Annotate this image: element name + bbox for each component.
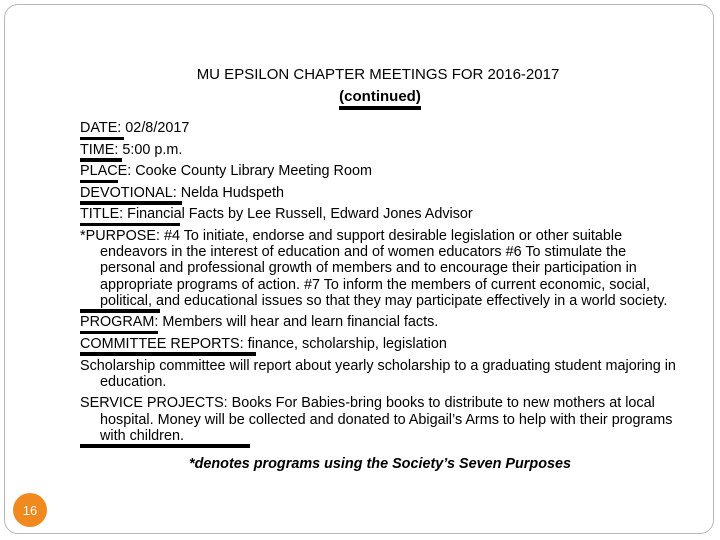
purpose-paragraph xyxy=(80,228,680,309)
service-projects-paragraph xyxy=(80,395,680,444)
subtitle-text: (continued) xyxy=(339,88,421,110)
title-text: TITLE: Financial Facts by Lee Russell, Edward Jones Advisor xyxy=(80,206,473,223)
title-line xyxy=(80,206,680,222)
devotional-text: DEVOTIONAL: Nelda Hudspeth xyxy=(80,184,284,201)
date-text: DATE: 02/8/2017 xyxy=(80,120,190,136)
scholarship-paragraph xyxy=(80,358,680,390)
footnote: *denotes programs using the Society’s Seven Purposes xyxy=(188,456,571,472)
time-line xyxy=(80,142,680,158)
page-subtitle xyxy=(130,86,630,108)
program-line xyxy=(80,314,680,330)
service-projects-text: SERVICE PROJECTS: Books For Babies-bring books to distribute to new mothers at local hospital. Money will be collected and donated to Abigail’s Arms to help with their programs with children. xyxy=(80,395,673,444)
meeting-details xyxy=(80,120,680,449)
date-line xyxy=(80,120,680,136)
time-text: TIME: 5:00 p.m. xyxy=(80,141,183,158)
page-title: MU EPSILON CHAPTER MEETINGS FOR 2016-2017 xyxy=(196,66,560,83)
committee-reports-line xyxy=(80,336,680,352)
devotional-line xyxy=(80,185,680,201)
committee-reports-text: COMMITTEE REPORTS: finance, scholarship, legislation xyxy=(80,335,447,352)
place-line xyxy=(80,163,680,179)
program-text: PROGRAM: Members will hear and learn financial facts. xyxy=(80,314,439,331)
purpose-text: *PURPOSE: #4 To initiate, endorse and support desirable legislation or other suitable endeavors in the interest of education and of women educators #6 To stimulate the personal and professional growth of members and to encourage their participation in appropriate programs of action. #7 To inform the members of current economic, social, political, and educational issues so that they may participate effectively in a world society. xyxy=(80,227,668,309)
page-number-badge: 16 xyxy=(13,493,47,527)
scholarship-text: Scholarship committee will report about yearly scholarship to a graduating student majoring in education. xyxy=(80,357,676,390)
place-text: PLACE: Cooke County Library Meeting Room xyxy=(80,163,372,180)
slide-heading xyxy=(130,64,630,108)
